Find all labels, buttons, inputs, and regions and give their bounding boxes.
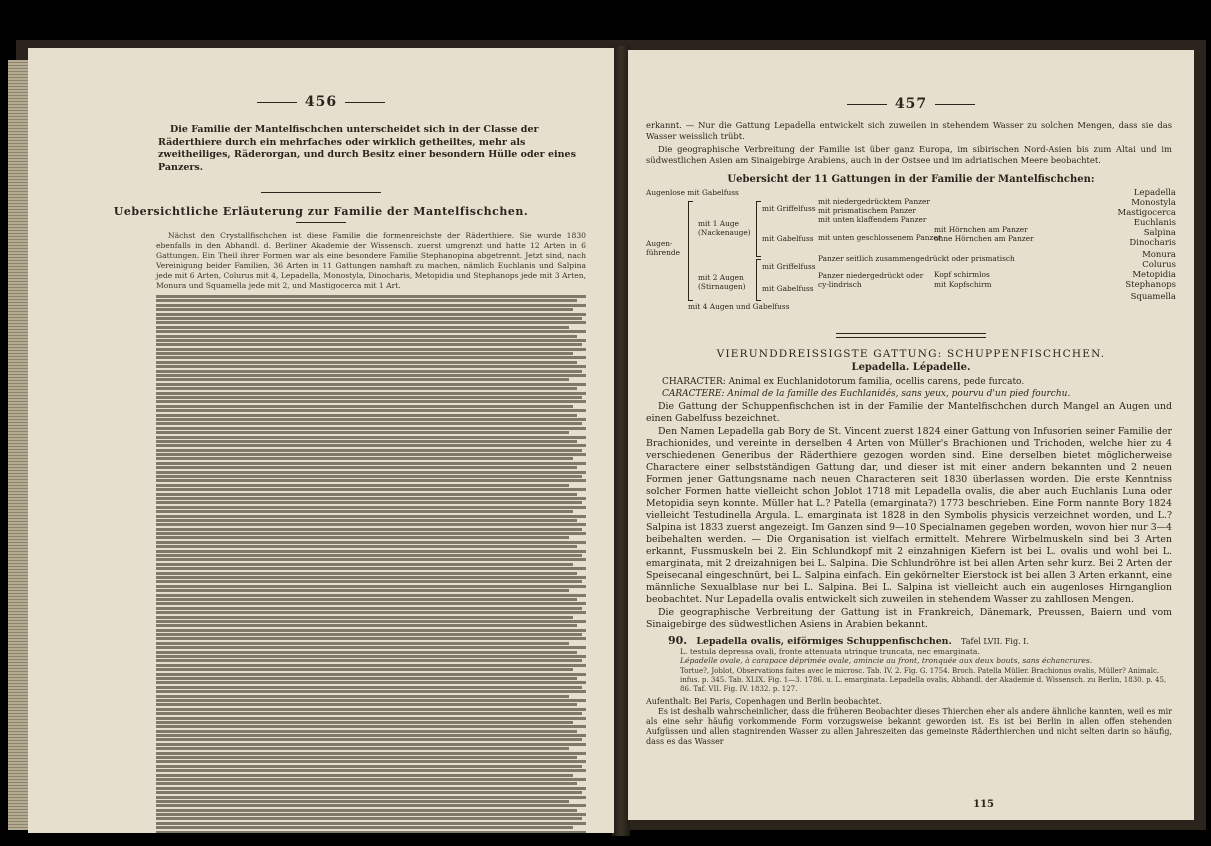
genus-heading: Lepadella. Lépadelle. <box>851 362 971 373</box>
plate-reference: Tafel LVII. Fig. I. <box>961 637 1029 646</box>
genera-key-table <box>646 189 1176 313</box>
section-heading: Uebersichtliche Erläuterung zur Familie der Mantelfischchen. <box>113 205 529 218</box>
species-heading <box>628 632 1194 647</box>
left-body-continuation <box>156 295 586 833</box>
genus-description <box>628 401 1194 631</box>
genus-paragraph: Die Gattung der Schuppenfischchen ist in der Familie der Mantelfischchen durch Mangel an Augen und einen Gabelfuss bezeichnet. <box>646 401 1172 424</box>
key-stylus-foot: mit Griffelfuss <box>762 262 816 271</box>
character-french: CARACTERE: Animal de la famille des Euchlanidés, sans yeux, pourvu d'un pied fourchu. <box>662 389 1071 399</box>
genera-table-title: Uebersicht der 11 Gattungen in der Familie der Mantelfischchen: <box>727 174 1095 185</box>
genus-name: Mastigocerca <box>1117 208 1176 218</box>
left-page-number: 456 <box>304 94 338 110</box>
species-latin-diagnosis: L. testula depressa ovali, fronte attenuata utrinque truncata, nec emarginata. <box>680 647 980 656</box>
genus-name: Euchlanis <box>1133 218 1176 228</box>
left-page-number-row <box>28 94 614 110</box>
genus-name: Stephanops <box>1125 280 1176 290</box>
key-two-eyes: mit 2 Augen (Stirnaugen) <box>698 273 746 291</box>
key-compressed: Panzer seitlich zusammengedrückt oder prismatisch <box>818 254 1015 263</box>
key-fork-foot: mit Gabelfuss <box>762 234 814 243</box>
genus-name: Monostyla <box>1131 198 1176 208</box>
family-intro: Die Familie der Mantelfischchen unterscheidet sich in der Classe der Räderthiere durch ein mehrfaches oder wirklich getheiltes, mehr als zweitheiliges, Räderorgan, und durch Besitz einer besondern Hülle oder eines Panzers. <box>158 124 576 173</box>
genus-name: Metopidia <box>1132 270 1176 280</box>
key-one-eye: mit 1 Auge (Nackenauge) <box>698 219 751 237</box>
right-top-paragraph: erkannt. — Nur die Gattung Lepadella entwickelt sich zuweilen in stehendem Wasser zu solchen Mengen, dass sie das Wasser weisslich trübt. <box>646 120 1172 141</box>
species-name: Lepadella ovalis, eiförmiges Schuppenfischchen. <box>696 636 952 647</box>
key-horned: mit Hörnchen am Panzer <box>934 225 1028 234</box>
right-distribution-paragraph: Die geographische Verbreitung der Familie ist über ganz Europa, im sibirischen Nord-Asien bis zum Altai und im südwestlichen Asien am Sinaigebirge Arabiens, auch in der Ostsee und im adriatischen Meere beobachtet. <box>646 144 1172 165</box>
key-depressed: Panzer niedergedrückt oder cy-lindrisch <box>818 271 924 289</box>
genus-name: Lepadella <box>1133 188 1176 198</box>
genus-name: Colurus <box>1142 260 1176 270</box>
ornamental-rule <box>628 323 1194 342</box>
habitat: Aufenthalt: Bei Paris, Copenhagen und Berlin beobachtet. <box>646 697 882 706</box>
key-bracket <box>756 259 761 301</box>
key-closed-carapace: mit unten geschlossenem Panzer <box>818 233 942 242</box>
synonymy: Tortue?, Joblot, Observations faites avec le microsc. Tab. IV. 2. Fig. G. 1754. Broch. Patella Müller. Brachionus ovalis, Müller? Animalc. infus. p. 345. Tab. XLIX. Fig. 1—3. 1786. u. L. emarginata. Lepadella ovalis, Abhandl. der Akademie d. Wissensch. zu Berlin, 1830. p. 45, 86. Taf. VII. Fig. IV. 1832. p. 127. <box>680 667 1167 693</box>
right-top-text <box>628 120 1194 166</box>
left-body-paragraph: Nächst den Crystallfischchen ist diese Familie die formenreichste der Räderthiere. Sie wurde 1830 ebenfalls in den Abhandl. d. Berliner Akademie der Wissensch. zuerst umgrenzt und hatte 12 Arten in 6 Gattungen. Ein Theil ihrer Formen war als eine besondere Familie Stephanopina abgetrennt. Jetzt sind, nach Vereinigung beider Familien, 36 Arten in 11 Gattungen namhaft zu machen, nämlich Euchlanis und Salpina jede mit 6 Arten, Colurus mit 4, Lepadella, Monostyla, Dinocharis, Metopidia und Stephanops jede mit 3 Arten, Monura und Squamella jede mit 2, und Mastigocerca mit 1 Art. <box>156 231 586 290</box>
closing-paragraph: Es ist deshalb wahrscheinlicher, dass die früheren Beobachter dieses Thierchen eher als andere ähnliche kannten, weil es mir als eine sehr häufig vorkommende Form vorzugsweise bekannt geworden ist. Es ist bei Berlin in allen offen stehenden Aufgüssen und allen stagnirenden Wasser zu allen Jahreszeiten das gemeinste Räderthierchen und nicht selten darin so häufig, dass es das Wasser <box>646 707 1172 746</box>
species-number: 90. <box>668 634 688 647</box>
key-prismatic-carapace: mit prismatischem Panzer <box>818 206 916 215</box>
genus-name: Salpina <box>1143 228 1176 238</box>
divider <box>261 192 381 193</box>
left-body-text <box>28 231 614 833</box>
character-latin: CHARACTER: Animal ex Euchlanidotorum familia, ocellis carens, pede furcato. <box>662 377 1025 387</box>
key-stylus-foot: mit Griffelfuss <box>762 204 816 213</box>
key-flat-carapace: mit niedergedrücktem Panzer <box>818 197 930 206</box>
genus-name: Dinocharis <box>1129 238 1176 248</box>
key-four-eyes: mit 4 Augen und Gabelfuss <box>688 302 790 311</box>
key-fork-foot: mit Gabelfuss <box>762 284 814 293</box>
heading-rule <box>296 222 346 223</box>
key-eyed: Augen-führende <box>646 239 681 257</box>
key-bracket <box>688 201 693 301</box>
right-page-number: 457 <box>894 96 928 112</box>
key-head-shield: mit Kopfschirm <box>934 280 992 289</box>
left-page <box>28 48 614 833</box>
page-edges <box>8 60 30 830</box>
genus-paragraph: Den Namen Lepadella gab Bory de St. Vincent zuerst 1824 einer Gattung von Infusorien seiner Familie der Brachionides, und vereinte in derselben 4 Arten von Müller's Brachionen und Trichoden, welche hier zu 4 verschiedenen Generibus der Räderthiere gezogen worden sind. Eine derselben bietet möglicherweise Charactere einer selbstständigen Gattung dar, und dieser ist mit einer andern bekannten und 2 neuen Formen jener Gattungsname nach neuen Characteren seit 1830 überlassen worden. Die erste Kenntniss solcher Formen hatte vielleicht schon Joblot 1718 mit Lepadella ovalis, die aber auch Euchlanis Luna oder Metopidia seyn konnte. Müller hat L.? Patella (emarginata?) 1773 beschrieben. Eine Form nannte Bory 1824 vielleicht Testudinella Argula. L. emarginata ist 1828 in den Symbolis physicis verzeichnet worden, und L.? Salpina ist 1833 zuerst angezeigt. Im Ganzen sind 9—10 Specialnamen gegeben worden, wovon hier nur 3—4 beibehalten werden. — Die Organisation ist vielfach ermittelt. Mehrere Wirbelmuskeln sind bei 3 Arten erkannt, Fussmuskeln bei 2. Ein Schlundkopf mit 2 einzahnigen Kiefern ist bei L. ovalis und wohl bei L. emarginata, mit 2 dreizahnigen bei L. Salpina. Die Schlundröhre ist bei allen Arten sehr kurz. Bei 2 Arten der Speisecanal eingeschnürt, bei L. Salpina einfach. Ein gekörnelter Eierstock ist bei allen 3 Arten erkannt, eine männliche Sexualblase nur bei L. Salpina. Bei L. Salpina ist vielleicht auch ein augenloses Hirnganglion beobachtet. Nur Lepadella ovalis entwickelt sich zuweilen in stehendem Wasser zu zahllosen Mengen. <box>646 426 1172 605</box>
key-bracket <box>756 201 761 257</box>
species-french-diagnosis: Lépadelle ovale, à carapace déprimée ovale, amincie au front, tronquée aux deux bouts, sans échancrures. <box>680 656 1093 665</box>
genus-name: Squamella <box>1130 292 1176 302</box>
gattung-heading: VIERUNDDREISSIGSTE GATTUNG: SCHUPPENFISCHCHEN. <box>716 348 1106 360</box>
key-no-shield: Kopf schirmlos <box>934 270 990 279</box>
key-eyeless: Augenlose mit Gabelfuss <box>646 188 739 197</box>
signature-mark: 115 <box>973 799 994 810</box>
key-gaping-carapace: mit unten klaffendem Panzer <box>818 215 927 224</box>
right-page-number-row <box>628 96 1194 112</box>
genus-name: Monura <box>1142 250 1176 260</box>
right-page <box>628 50 1194 820</box>
key-hornless: ohne Hörnchen am Panzer <box>934 234 1034 243</box>
genus-paragraph: Die geographische Verbreitung der Gattung ist in Frankreich, Dänemark, Preussen, Baiern und vom Sinaigebirge des südwestlichen Asiens in Arabien bekannt. <box>646 607 1172 630</box>
